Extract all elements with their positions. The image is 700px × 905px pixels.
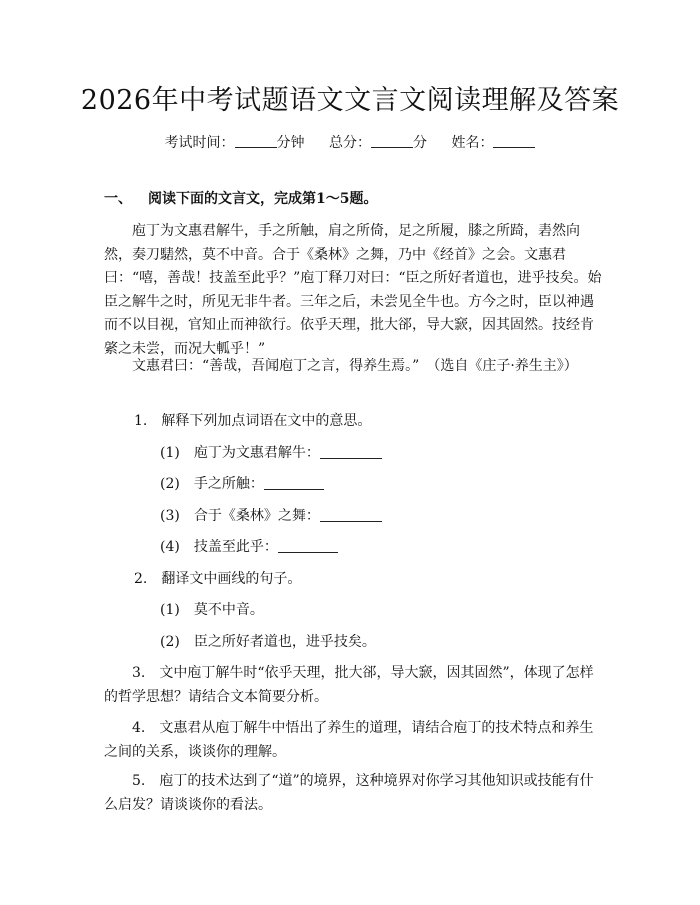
answer-blank — [320, 445, 382, 459]
score-blank — [371, 135, 413, 148]
name-blank — [493, 135, 535, 148]
question-2-item: (2) 臣之所好者道也，进乎技矣。 — [160, 634, 376, 650]
question-4: 4. 文惠君从庖丁解牛中悟出了养生的道理，请结合庖丁的技术特点和养生之间的关系，谈谈你的理解。 — [104, 720, 594, 760]
passage-paragraph-1: 庖丁为文惠君解牛，手之所触，肩之所倚，足之所履，膝之所踦，砉然向然，奏刀騞然，莫不中音。合于《桑林》之舞，乃中《经首》之会。文惠君曰：“嘻，善哉！技盖至此乎？”庖丁释刀对曰：“臣之所好者道也，进乎技矣。始臣之解牛之时，所见无非牛者。三年之后，未尝见全牛也。方今之时，臣以神遇而不以目视，官知止而神欲行。依乎天理，批大郤，导大窾，因其固然。技经肯綮之未尝，而况大軱乎！” — [104, 223, 602, 357]
question-1-item-text: (3) 合于《桑林》之舞： — [160, 508, 320, 524]
question-3: 3. 文中庖丁解牛时“依乎天理，批大郤，导大窾，因其固然”，体现了怎样的哲学思想？请结合文本简要分析。 — [104, 665, 594, 705]
section-heading — [104, 188, 377, 208]
answer-blank — [320, 508, 382, 522]
question-1-item — [160, 505, 382, 529]
question-1-item — [160, 442, 382, 466]
question-5: 5. 庖丁的技术达到了“道”的境界，这种境界对你学习其他知识或技能有什么启发？请谈谈你的看法。 — [104, 773, 594, 813]
question-1-item — [160, 473, 324, 497]
score-field — [329, 135, 431, 151]
passage-paragraph-2: 文惠君曰：“善哉，吾闻庖丁之言，得养生焉。” （选自《庄子·养生主》） — [132, 358, 578, 374]
question-1-item-text: (1) 庖丁为文惠君解牛： — [160, 445, 320, 461]
section-title: 阅读下面的文言文，完成第1～5题。 — [148, 191, 378, 207]
time-field — [165, 135, 309, 151]
question-1-prompt: 1. 解释下列加点词语在文中的意思。 — [134, 413, 372, 429]
name-field — [451, 135, 535, 151]
question-1-item-text: (4) 技盖至此乎： — [160, 539, 278, 555]
section-number: 一、 — [104, 191, 132, 207]
page-title: 2026年中考试题语文文言文阅读理解及答案 — [80, 85, 620, 116]
question-1-item-text: (2) 手之所触： — [160, 476, 264, 492]
question-2-item: (1) 莫不中音。 — [160, 602, 264, 618]
answer-blank — [264, 476, 324, 490]
exam-meta — [0, 132, 700, 152]
answer-blank — [278, 539, 338, 553]
time-unit: 分钟 — [276, 135, 305, 151]
question-1-item — [160, 536, 338, 560]
time-blank — [235, 135, 277, 148]
name-label: 姓名： — [451, 135, 494, 151]
score-unit: 分 — [413, 135, 427, 151]
score-label: 总分： — [329, 135, 371, 151]
time-label: 考试时间： — [164, 135, 235, 151]
question-2-prompt: 2. 翻译文中画线的句子。 — [134, 571, 302, 587]
